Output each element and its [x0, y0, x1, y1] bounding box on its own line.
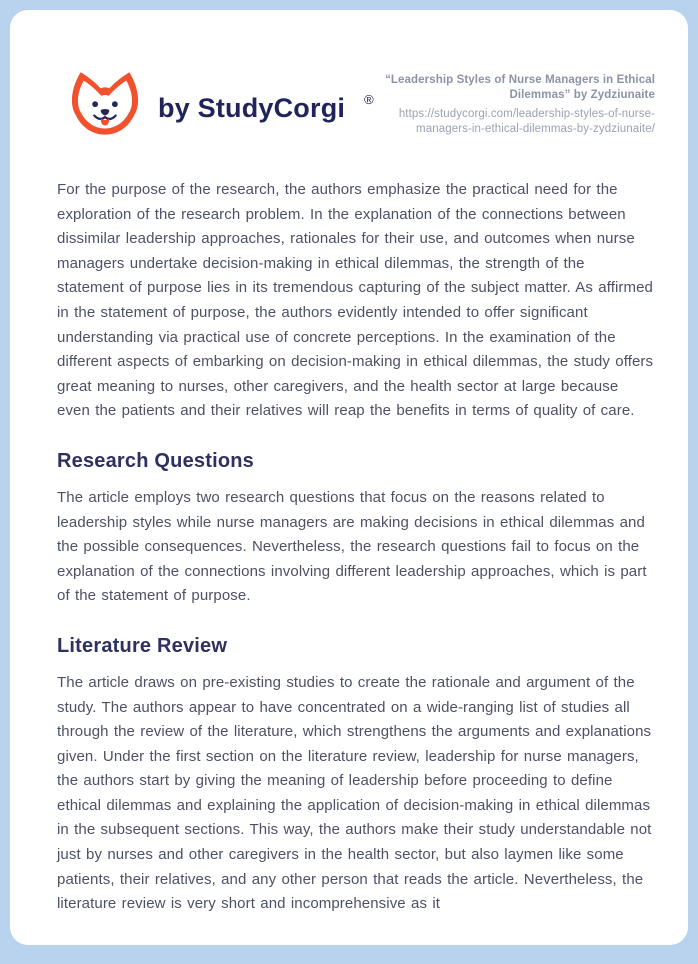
- header: [57, 70, 655, 146]
- document-title-block: [374, 73, 655, 138]
- corgi-icon: [67, 70, 143, 146]
- brand-text: by StudyCorgi: [158, 92, 346, 123]
- section-heading-literature-review: Literature Review: [57, 634, 228, 657]
- registered-trademark-icon: ®: [364, 91, 374, 107]
- article-body: [57, 178, 655, 917]
- section-heading-research-questions: Research Questions: [57, 449, 255, 472]
- document-card: [10, 10, 688, 945]
- document-url-link[interactable]: https://studycorgi.com/leadership-styles-of-nurse-managers-in-ethical-dilemmas-by-zydziunaite/: [398, 107, 655, 136]
- literature-review-paragraph: The article draws on pre-existing studies to create the rationale and argument of the study. The authors appear to have concentrated on a wide-ranging list of studies all through the review of the literature, which strengthens the arguments and explanations given. Under the first section on the literature review, leadership for nurse managers, the authors start by giving the meaning of leadership before proceeding to define ethical dilemmas and explaining the application of decision-making in ethical dilemmas in the subsequent sections. This way, the authors make their study understandable not just by nurses and other caregivers in the health sector, but also laymen like some patients, their relatives, and any other person that reads the article. Nevertheless, the literature review is very short and incomprehensive as it: [57, 673, 652, 913]
- intro-paragraph: For the purpose of the research, the authors emphasize the practical need for the exploration of the research problem. In the explanation of the connections between dissimilar leadership approaches, rationales for their use, and outcomes when nurse managers undertake decision-making in ethical dilemmas, the strength of the statement of purpose lies in its tremendous capturing of the subject matter. As affirmed in the statement of purpose, the authors evidently intended to offer significant understanding via practical use of concrete perceptions. In the examination of the different aspects of embarking on decision-making in ethical dilemmas, the study offers great meaning to nurses, other caregivers, and the health sector at large because even the patients and their relatives will reap the benefits in terms of quality of care.: [57, 181, 654, 420]
- document-title: “Leadership Styles of Nurse Managers in Ethical Dilemmas” by Zydziunaite: [385, 74, 655, 102]
- studycorgi-logo[interactable]: [67, 70, 374, 146]
- research-questions-paragraph: The article employs two research questions that focus on the reasons related to leadership styles while nurse managers are making decisions in ethical dilemmas and the possible consequences. Nevertheless, the research questions fail to focus on the explanation of the connections involving different leadership approaches, which is part of the statement of purpose.: [57, 488, 647, 605]
